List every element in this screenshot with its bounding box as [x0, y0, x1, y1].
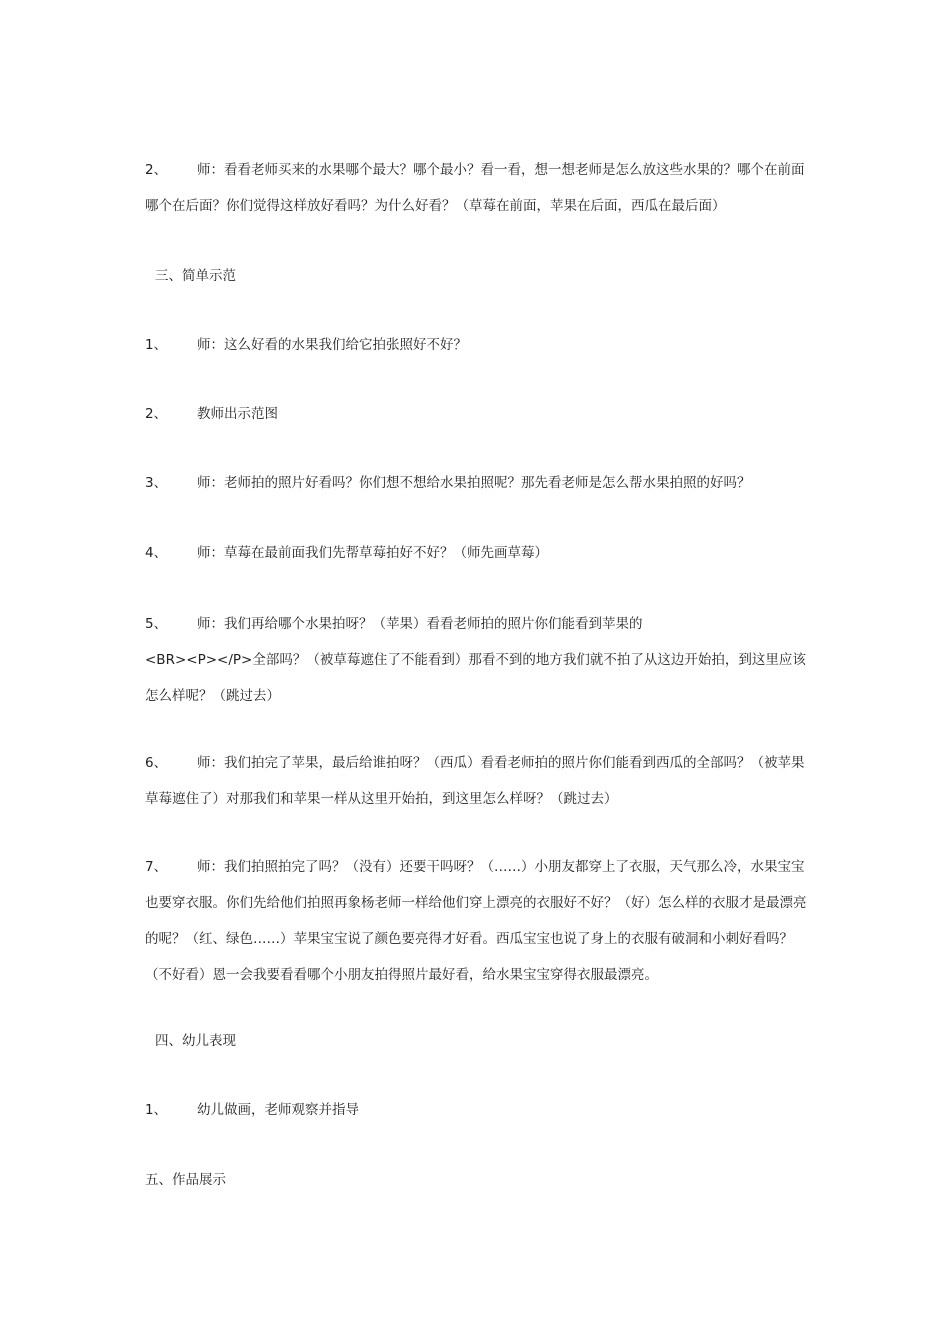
list-item — [145, 849, 810, 993]
list-item — [145, 606, 810, 714]
list-item — [145, 745, 810, 817]
item-number: 6、 — [145, 755, 168, 771]
item-text: 师：我们拍照拍完了吗？（没有）还要干吗呀？（……）小朋友都穿上了衣服，天气那么冷，水果宝宝也要穿衣服。你们先给他们拍照再象杨老师一样给他们穿上漂亮的衣服好不好？（好）怎么样的衣服才是最漂亮的呢？（红、绿色……）苹果宝宝说了颜色要亮得才好看。西瓜宝宝也说了身上的衣服有破洞和小刺好看吗？（不好看）恩一会我要看看哪个小朋友拍得照片最好看，给水果宝宝穿得衣服最漂亮。 — [145, 859, 807, 983]
section-heading: 五、作品展示 — [145, 1172, 226, 1188]
item-number: 2、 — [145, 162, 168, 178]
item-text: 师：看看老师买来的水果哪个最大？哪个最小？看一看，想一想老师是怎么放这些水果的？哪个在前面哪个在后面？你们觉得这样放好看吗？为什么好看？（草莓在前面，苹果在后面，西瓜在最后面） — [145, 162, 805, 214]
list-item — [145, 152, 810, 224]
item-number: 1、 — [145, 1102, 168, 1118]
item-text: 师：我们再给哪个水果拍呀？（苹果）看看老师拍的照片你们能看到苹果的 — [197, 616, 643, 632]
item-text: 幼儿做画，老师观察并指导 — [197, 1102, 359, 1118]
list-item — [145, 465, 810, 501]
list-item — [145, 1092, 810, 1128]
item-text: 师：老师拍的照片好看吗？你们想不想给水果拍照呢？那先看老师是怎么帮水果拍照的好吗？ — [197, 475, 751, 491]
item-number: 5、 — [145, 616, 168, 632]
item-text-continued: <BR><P></P>全部吗？（被草莓遮住了不能看到）那看不到的地方我们就不拍了从这边开始拍，到这里应该怎么样呢？（跳过去） — [145, 652, 806, 704]
item-number: 4、 — [145, 545, 168, 561]
item-number: 2、 — [145, 406, 168, 422]
item-number: 3、 — [145, 475, 168, 491]
item-text: 师：这么好看的水果我们给它拍张照好不好？ — [197, 337, 467, 353]
section-heading: 三、简单示范 — [155, 268, 236, 284]
section-heading: 四、幼儿表现 — [155, 1033, 236, 1049]
list-item — [145, 327, 810, 363]
item-text: 师：我们拍完了苹果，最后给谁拍呀？（西瓜）看看老师拍的照片你们能看到西瓜的全部吗？（被苹果草莓遮住了）对那我们和苹果一样从这里开始拍，到这里怎么样呀？（跳过去） — [145, 755, 805, 807]
list-item — [145, 396, 810, 432]
item-text: 师：草莓在最前面我们先帮草莓拍好不好？（师先画草莓） — [197, 545, 548, 561]
item-number: 1、 — [145, 337, 168, 353]
item-number: 7、 — [145, 859, 168, 875]
item-text: 教师出示范图 — [197, 406, 278, 422]
list-item — [145, 535, 810, 571]
